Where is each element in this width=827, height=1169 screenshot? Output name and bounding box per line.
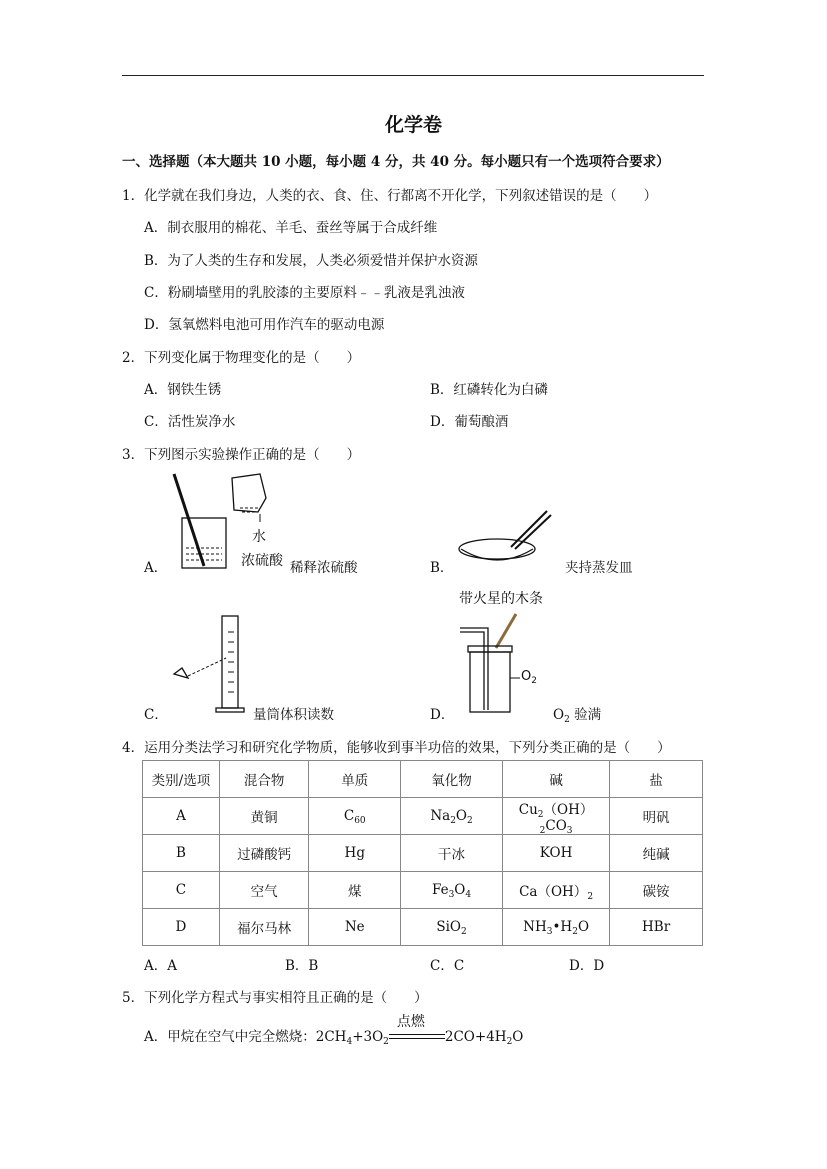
- table-cell: KOH: [502, 835, 609, 872]
- figure-dilute-acid: [160, 470, 310, 580]
- question-1-option-b[interactable]: B．为了人类的生存和发展，人类必须爱惜并保护水资源: [144, 253, 478, 269]
- question-3-option-c[interactable]: C．: [144, 707, 168, 723]
- question-5-option-a[interactable]: A．甲烷在空气中完全燃烧：$2CH_4+3O_2$ 点燃 $2CO+4H_2O$: [144, 1025, 523, 1045]
- question-2-option-c[interactable]: C．活性炭净水: [144, 414, 236, 430]
- question-3-option-a[interactable]: A．: [144, 560, 168, 576]
- table-cell: 干冰: [401, 835, 503, 872]
- question-1-stem: 1．化学就在我们身边，人类的衣、食、住、行都离不开化学，下列叙述错误的是（ ）: [122, 188, 658, 204]
- question-4-option-d[interactable]: D．D: [569, 958, 605, 974]
- table-cell: 明矾: [610, 798, 703, 835]
- label-glowing-splint: 带火星的木条: [459, 591, 543, 607]
- header-rule: [122, 75, 704, 76]
- question-3-caption-b: 夹持蒸发皿: [565, 560, 633, 576]
- question-1-option-d[interactable]: D．氢氧燃料电池可用作汽车的驱动电源: [144, 317, 385, 333]
- label-water: 水: [252, 529, 266, 545]
- table-cell: HBr: [610, 909, 703, 946]
- table-cell: A: [143, 798, 220, 835]
- table-cell: $Cu_2(OH)_2CO_3$: [502, 798, 609, 835]
- reaction-condition: 点燃: [396, 1013, 425, 1030]
- question-4-stem: 4．运用分类法学习和研究化学物质，能够收到事半功倍的效果，下列分类正确的是（ ）: [122, 740, 671, 756]
- question-3-caption-a: 稀释浓硫酸: [290, 560, 358, 576]
- table-cell: D: [143, 909, 220, 946]
- table-cell: C: [143, 872, 220, 909]
- table-row: [143, 798, 703, 835]
- question-4-option-c[interactable]: C．C: [430, 958, 465, 974]
- question-2-stem: 2．下列变化属于物理变化的是（ ）: [122, 350, 361, 366]
- table-cell: 黄铜: [219, 798, 309, 835]
- section-heading: 一、选择题（本大题共 10 小题，每小题 4 分，共 40 分。每小题只有一个选项符合要求）: [122, 154, 670, 170]
- table-cell: SiO$_2$: [401, 909, 503, 946]
- table-cell: $C_{60}$: [309, 798, 401, 835]
- question-5-stem: 5．下列化学方程式与事实相符且正确的是（ ）: [122, 990, 428, 1006]
- question-2-option-a[interactable]: A．钢铁生锈: [144, 382, 222, 398]
- table-cell: 碳铵: [610, 872, 703, 909]
- figure-oxygen-bottle: [458, 610, 524, 720]
- question-4-option-a[interactable]: A．A: [144, 958, 177, 974]
- table-header: 混合物: [219, 761, 309, 798]
- classification-table: [142, 760, 703, 946]
- table-cell: 纯碱: [610, 835, 703, 872]
- table-header: 碱: [502, 761, 609, 798]
- question-3-caption-d: $O_2$ 验满: [553, 707, 602, 725]
- question-1-option-c[interactable]: C．粉刷墙壁用的乳胶漆的主要原料﹣﹣乳液是乳浊液: [144, 285, 465, 301]
- figure-evaporating-dish: [455, 505, 555, 575]
- table-cell: $NH_3•H_2O$: [502, 909, 609, 946]
- table-cell: 煤: [309, 872, 401, 909]
- table-row: [143, 872, 703, 909]
- table-row: [143, 909, 703, 946]
- table-cell: 空气: [219, 872, 309, 909]
- table-header: 类别/选项: [143, 761, 220, 798]
- question-3-option-d[interactable]: D．: [430, 707, 455, 723]
- question-2-option-b[interactable]: B．红磷转化为白磷: [430, 382, 548, 398]
- label-o2-gas: $O_2$: [521, 669, 537, 686]
- table-header: 盐: [610, 761, 703, 798]
- table-cell: 过磷酸钙: [219, 835, 309, 872]
- table-cell: $Fe_3O_4$: [401, 872, 503, 909]
- table-cell: 福尔马林: [219, 909, 309, 946]
- table-cell: Ne: [309, 909, 401, 946]
- question-3-option-b[interactable]: B．: [430, 560, 454, 576]
- question-3-stem: 3．下列图示实验操作正确的是（ ）: [122, 447, 361, 463]
- page-title: 化学卷: [384, 114, 442, 136]
- table-header: 氧化物: [401, 761, 503, 798]
- question-2-option-d[interactable]: D．葡萄酿酒: [430, 414, 509, 430]
- table-cell: $Ca(OH)_2$: [502, 872, 609, 909]
- question-4-option-b[interactable]: B．B: [285, 958, 319, 974]
- label-conc-acid: 浓硫酸: [241, 553, 283, 569]
- reaction-arrow: [389, 1013, 445, 1045]
- question-1-option-a[interactable]: A．制衣服用的棉花、羊毛、蚕丝等属于合成纤维: [144, 220, 438, 236]
- question-3-caption-c: 量筒体积读数: [253, 707, 334, 723]
- table-row: [143, 835, 703, 872]
- table-header-row: [143, 761, 703, 798]
- table-cell: B: [143, 835, 220, 872]
- table-cell: Hg: [309, 835, 401, 872]
- table-header: 单质: [309, 761, 401, 798]
- figure-graduated-cylinder: [168, 612, 252, 716]
- table-cell: $Na_2O_2$: [401, 798, 503, 835]
